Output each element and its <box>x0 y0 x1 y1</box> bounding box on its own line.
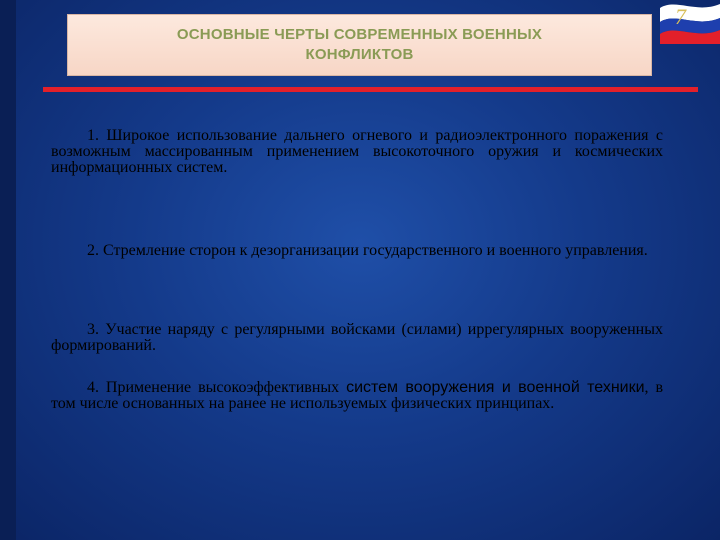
slide-title <box>177 25 542 65</box>
slide-number: 7 <box>675 4 686 29</box>
list-item-text-b: систем вооружения и военной техники <box>346 379 645 396</box>
list-item-text: 1. Широкое использование дальнего огневого и радиоэлектронного поражения с возможным массированным применением высокоточного оружия и космических информационных систем. <box>51 127 663 176</box>
list-item <box>51 322 663 354</box>
list-item-text-c: , в том числе основанных на ранее не используемых физических принципах. <box>51 379 664 412</box>
list-item <box>51 243 663 259</box>
left-decor-strip <box>0 0 16 540</box>
list-item-text: 2. Стремление сторон к дезорганизации государственного и военного управления. <box>87 242 648 259</box>
list-item <box>51 380 663 412</box>
list-item-text-a: 4. Применение высокоэффективных <box>87 379 347 396</box>
russian-flag-icon <box>656 0 720 44</box>
list-item-text: 3. Участие наряду с регулярными войсками (силами) иррегулярных вооруженных формирований. <box>51 321 663 354</box>
title-box <box>67 14 652 76</box>
list-item <box>51 128 663 176</box>
slide-title-line-1: ОСНОВНЫЕ ЧЕРТЫ СОВРЕМЕННЫХ ВОЕННЫХ <box>176 26 543 43</box>
slide-title-line-2: КОНФЛИКТОВ <box>305 46 414 63</box>
title-divider <box>43 87 698 92</box>
